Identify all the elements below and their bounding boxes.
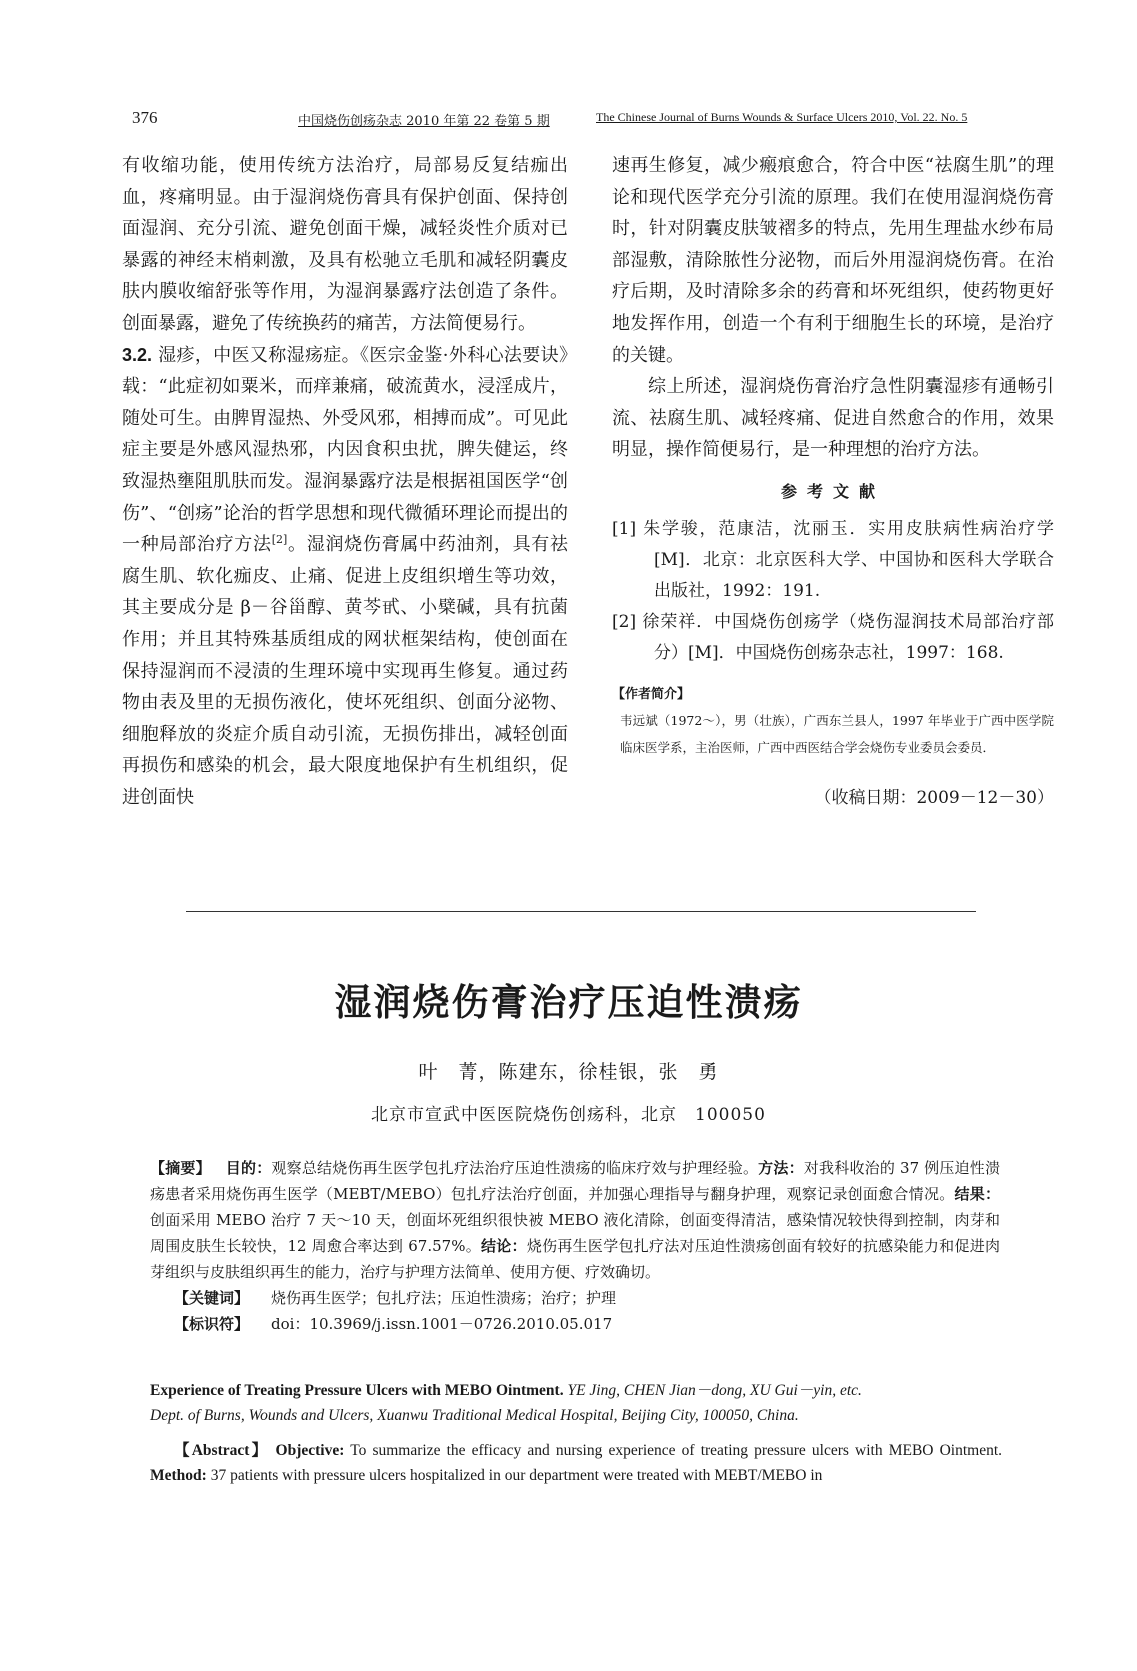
english-objective-label: Objective:	[275, 1442, 345, 1459]
left-paragraph-2b: 。湿润烧伤膏属中药油剂，具有祛腐生肌、软化痂皮、止痛、促进上皮组织增生等功效，其主要成分是 β－谷甾醇、黄芩甙、小檗碱，具有抗菌作用；并且其特殊基质组成的网状框架结构，使创面在保持湿润而不浸渍的生理环境中实现再生修复。通过药物由表及里的无损伤液化，使坏死组织、创面分泌物、细胞释放的炎症介质自动引流，无损伤排出，减轻创面再损伤和感染的机会，最大限度地保护有生机组织，促进创面快	[122, 534, 569, 808]
english-title-line	[150, 1378, 1002, 1403]
english-abstract	[150, 1378, 1002, 1488]
objective-text: 观察总结烧伤再生医学包扎疗法治疗压迫性溃疡的临床疗效与护理经验。	[271, 1159, 759, 1177]
left-paragraph-1: 有收缩功能，使用传统方法治疗，局部易反复结痂出血，疼痛明显。由于湿润烧伤膏具有保护创面、保持创面湿润、充分引流、避免创面干燥，减轻炎性介质对已暴露的神经末梢刺激，及具有松驰立毛肌和减轻阴囊皮肤内膜收缩舒张等作用，为湿润暴露疗法创造了条件。创面暴露，避免了传统换药的痛苦，方法简便易行。	[122, 155, 568, 334]
method-text: 对我科收治的 37 例压迫性溃疡患者采用烧伤再生医学（MEBT/MEBO）包扎疗法治疗创面，并加强心理指导与翻身护理，观察记录创面愈合情况。	[150, 1159, 1000, 1203]
result-label: 结果：	[954, 1185, 1000, 1203]
article-divider	[186, 911, 976, 913]
author-bio: 韦远斌（1972～），男（壮族），广西东兰县人，1997 年毕业于广西中医学院临床医学系，主治医师，广西中西医结合学会烧伤专业委员会委员．	[620, 712, 1054, 755]
keywords-label: 【关键词】	[174, 1289, 250, 1307]
left-column	[122, 150, 568, 813]
reference-2: [2] 徐荣祥．中国烧伤创疡学（烧伤湿润技术局部治疗部分）[M]．中国烧伤创疡杂志社，1997：168.	[612, 611, 1054, 663]
right-paragraph-2: 综上所述，湿润烧伤膏治疗急性阴囊湿疹有通畅引流、祛腐生肌、减轻疼痛、促进自然愈合的作用，效果明显，操作简便易行，是一种理想的治疗方法。	[612, 376, 1054, 461]
conclusion-label: 结论：	[481, 1237, 527, 1255]
right-column	[612, 150, 1054, 814]
english-abstract-body	[150, 1438, 1002, 1488]
result-text: 创面采用 MEBO 治疗 7 天～10 天，创面坏死组织很快被 MEBO 液化清除，创面变得清洁，感染情况较快得到控制，肉芽和周围皮肤生长较快，12 周愈合率达到 67.57%。	[150, 1211, 1000, 1255]
keywords: 烧伤再生医学；包扎疗法；压迫性溃疡；治疗；护理	[271, 1289, 617, 1307]
page-number: 376	[132, 108, 158, 127]
english-method-text: 37 patients with pressure ulcers hospitalized in our department were treated with MEBT/MEBO in	[206, 1467, 823, 1484]
abstract-cn	[150, 1155, 1000, 1337]
citation-2[interactable]: [2]	[271, 533, 288, 547]
right-paragraph-1: 速再生修复，减少瘢痕愈合，符合中医“祛腐生肌”的理论和现代医学充分引流的原理。我们在使用湿润烧伤膏时，针对阴囊皮肤皱褶多的特点，先用生理盐水纱布局部湿敷，清除脓性分泌物，而后外用湿润烧伤膏。在治疗后期，及时清除多余的药膏和坏死组织，使药物更好地发挥作用，创造一个有利于细胞生长的环境，是治疗的关键。	[612, 155, 1054, 366]
english-affiliation: Dept. of Burns, Wounds and Ulcers, Xuanwu Traditional Medical Hospital, Beijing City, 100050, China.	[150, 1407, 799, 1424]
objective-label: 目的：	[225, 1159, 272, 1177]
identifier-label: 【标识符】	[174, 1315, 250, 1333]
received-date: （收稿日期：2009－12－30）	[814, 787, 1054, 808]
doi[interactable]: doi：10.3969/j.issn.1001－0726.2010.05.017	[271, 1315, 613, 1333]
abstract-body	[150, 1155, 1000, 1285]
references-heading: 参考文献	[780, 481, 885, 501]
abstract-label: 【摘要】	[150, 1159, 211, 1177]
running-head-cn: 中国烧伤创疡杂志 2010 年第 22 卷第 5 期	[298, 114, 550, 129]
english-objective-text: To summarize the efficacy and nursing experience of treating pressure ulcers with MEBO Ointment.	[344, 1442, 1003, 1459]
english-authors: YE Jing, CHEN Jian－dong, XU Gui－yin, etc.	[567, 1382, 862, 1399]
english-method-label: Method:	[150, 1467, 207, 1484]
left-paragraph-2	[122, 340, 568, 814]
article-affiliation: 北京市宣武中医医院烧伤创疡科，北京 100050	[371, 1105, 766, 1125]
article-title: 湿润烧伤膏治疗压迫性溃疡	[334, 981, 803, 1024]
left-paragraph-2a: 湿疹，中医又称湿疡症。《医宗金鉴·外科心法要诀》载：“此症初如粟米，而痒兼痛，破流黄水，浸淫成片，随处可生。由脾胃湿热、外受风邪，相搏而成”。可见此症主要是外感风湿热邪，内因食积虫扰，脾失健运，终致湿热壅阻肌肤而发。湿润暴露疗法是根据祖国医学“创伤”、“创疡”论治的哲学思想和现代微循环理论而提出的一种局部治疗方法	[122, 344, 568, 556]
identifier-row	[150, 1311, 1000, 1337]
keywords-row	[150, 1285, 1000, 1311]
reference-1: [1] 朱学骏，范康洁，沈丽玉．实用皮肤病性病治疗学[M]．北京：北京医科大学、中国协和医科大学联合出版社，1992：191.	[612, 518, 1054, 601]
author-bio-heading: 【作者简介】	[612, 686, 691, 702]
english-abstract-label: 【Abstract】	[174, 1442, 270, 1459]
english-title: Experience of Treating Pressure Ulcers with MEBO Ointment.	[150, 1382, 564, 1399]
conclusion-text: 烧伤再生医学包扎疗法对压迫性溃疡创面有较好的抗感染能力和促进肉芽组织与皮肤组织再生的能力，治疗与护理方法简单、使用方便、疗效确切。	[150, 1237, 1000, 1281]
running-head-en: The Chinese Journal of Burns Wounds & Surface Ulcers 2010, Vol. 22. No. 5	[596, 110, 968, 124]
article-authors: 叶 菁，陈建东，徐桂银，张 勇	[418, 1061, 719, 1083]
method-label: 方法：	[758, 1159, 804, 1177]
section-number: 3.2.	[122, 344, 153, 365]
